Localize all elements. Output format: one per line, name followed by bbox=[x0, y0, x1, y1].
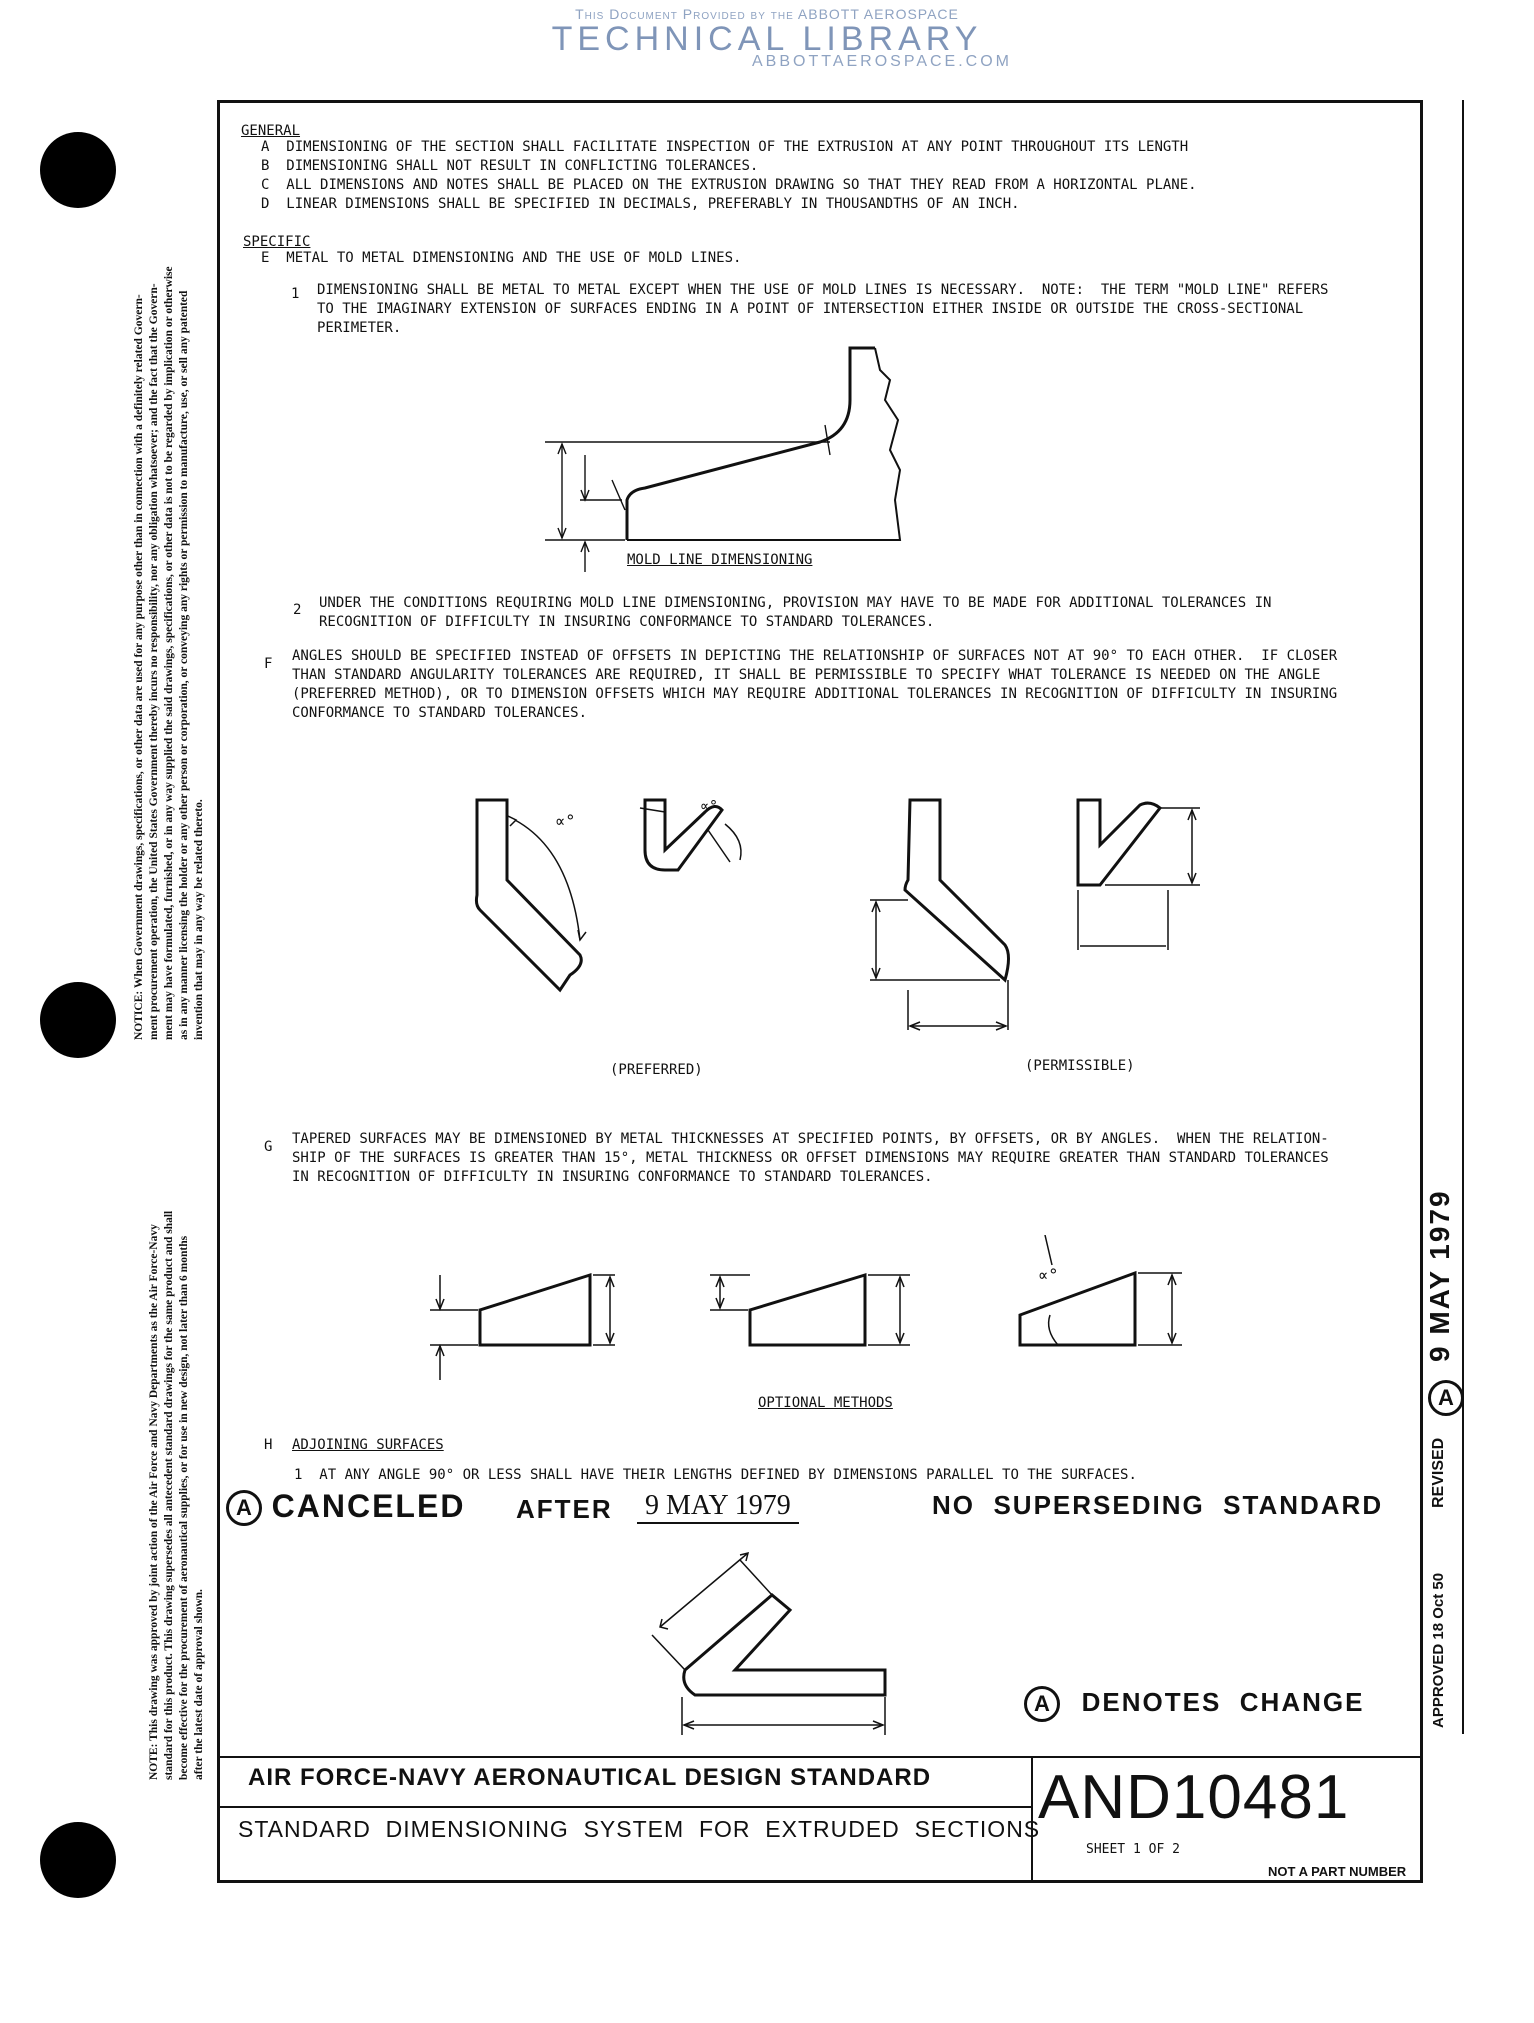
permissible-caption: (PERMISSIBLE) bbox=[1025, 1058, 1135, 1074]
adjoining-figure bbox=[640, 1525, 940, 1745]
standard-subtitle: STANDARD DIMENSIONING SYSTEM FOR EXTRUDED SECTIONS bbox=[238, 1816, 1041, 1842]
revised-date: 9 MAY 1979 bbox=[1424, 1189, 1455, 1362]
revised-label: REVISED bbox=[1430, 1437, 1447, 1508]
mold-line-caption: MOLD LINE DIMENSIONING bbox=[627, 552, 813, 568]
item-h-letter: H bbox=[264, 1437, 273, 1453]
title-block-top-rule bbox=[217, 1756, 1423, 1758]
general-item: B DIMENSIONING SHALL NOT RESULT IN CONFLICTING TOLERANCES. bbox=[261, 158, 759, 174]
denotes-change-text: DENOTES CHANGE bbox=[1081, 1687, 1365, 1717]
item-e2-text: UNDER THE CONDITIONS REQUIRING MOLD LINE DIMENSIONING, PROVISION MAY HAVE TO BE MADE FOR ADDITIONAL TOLERANCES IN RECOGNITION OF DIFFICULTY IN INSURING CONFORMANCE TO STANDARD TOLERANCES. bbox=[319, 595, 1272, 630]
item-h-heading: ADJOINING SURFACES bbox=[292, 1437, 444, 1453]
binder-hole bbox=[40, 132, 116, 208]
general-item: A DIMENSIONING OF THE SECTION SHALL FACILITATE INSPECTION OF THE EXTRUSION AT ANY POINT THROUGHOUT ITS LENGTH bbox=[261, 139, 1189, 155]
item-e2-number: 2 bbox=[293, 602, 302, 618]
government-notice: NOTICE: When Government drawings, specifications, or other data are used for any purpose other than in connection with a definitely related Govern- ment procurement operation, the United States Government thereby incurs no responsibility, nor any obligation whatsoever; and the fact that the Govern- ment may have formulated, furnished, or in any way supplied the said drawings, specifications, or other data is not to be regarded by implication or otherwise as in any manner licensing the holder or any other person or corporation, or conveying any rights or permission to manufacture, use, or sell any patented invention that may in any way be related thereto. bbox=[133, 266, 205, 1040]
item-e1-text: DIMENSIONING SHALL BE METAL TO METAL EXCEPT WHEN THE USE OF MOLD LINES IS NECESSARY. NOTE: THE TERM "MOLD LINE" REFERS TO THE IMAGINARY EXTENSION OF SURFACES ENDING IN A POINT OF INTERSECTION EITHER INSIDE OR OUTSIDE THE CROSS-SECTIONAL PERIMETER. bbox=[317, 282, 1329, 336]
mold-line-figure bbox=[530, 340, 910, 580]
item-g-text: TAPERED SURFACES MAY BE DIMENSIONED BY METAL THICKNESSES AT SPECIFIED POINTS, BY OFFSETS, OR BY ANGLES. WHEN THE RELATION- SHIP OF THE SURFACES IS GREATER THAN 15°, METAL THICKNESS OR OFFSET DIMENSIONS MAY REQUIRE GREATER THAN STANDARD TOLERANCES IN RECOGNITION OF DIFFICULTY IN INSURING CONFORMANCE TO STANDARD TOLERANCES. bbox=[292, 1131, 1329, 1185]
sheet-number: SHEET 1 OF 2 bbox=[1086, 1842, 1180, 1857]
provided-by-text: This Document Provided by the ABBOTT AEROSPACE bbox=[575, 6, 959, 22]
optional-methods-caption: OPTIONAL METHODS bbox=[758, 1395, 893, 1411]
general-item: C ALL DIMENSIONS AND NOTES SHALL BE PLACED ON THE EXTRUSION DRAWING SO THAT THEY READ FROM A HORIZONTAL PLANE. bbox=[261, 177, 1197, 193]
standard-title: AIR FORCE-NAVY AERONAUTICAL DESIGN STANDARD bbox=[248, 1764, 932, 1791]
denotes-change bbox=[1024, 1686, 1364, 1722]
title-block-mid-rule bbox=[217, 1806, 1033, 1808]
not-a-part-number: NOT A PART NUMBER bbox=[1268, 1864, 1407, 1879]
change-mark: A bbox=[1024, 1686, 1060, 1722]
binder-hole bbox=[40, 1822, 116, 1898]
item-g-letter: G bbox=[264, 1139, 273, 1155]
library-title: TECHNICAL LIBRARY bbox=[551, 20, 983, 58]
change-mark: A bbox=[226, 1490, 262, 1526]
item-f-letter: F bbox=[264, 656, 273, 672]
approval-note: NOTE: This drawing was approved by joint action of the Air Force and Navy Departments as the Air Force-Navy standard for this product. This drawing supersedes all antecedent standard drawings for the same product and shall become effective for the procurement of aeronautical supplies, or for use in new design, not later than 6 months after the latest date of approval shown. bbox=[148, 1210, 205, 1780]
alpha-label: ∝° bbox=[1038, 1266, 1059, 1286]
preferred-caption: (PREFERRED) bbox=[610, 1062, 703, 1078]
item-h1: 1 AT ANY ANGLE 90° OR LESS SHALL HAVE THEIR LENGTHS DEFINED BY DIMENSIONS PARALLEL TO THE SURFACES. bbox=[294, 1467, 1137, 1483]
alpha-label: ∝° bbox=[700, 797, 719, 815]
angle-figures bbox=[460, 790, 1250, 1050]
item-e1-number: 1 bbox=[291, 286, 300, 302]
canceled-stamp bbox=[226, 1486, 465, 1526]
item-e: E METAL TO METAL DIMENSIONING AND THE USE OF MOLD LINES. bbox=[261, 250, 742, 266]
canceled-text: CANCELED bbox=[271, 1488, 466, 1524]
revised-mark: A bbox=[1428, 1380, 1464, 1416]
no-superseding-text: NO SUPERSEDING STANDARD bbox=[932, 1490, 1384, 1520]
library-site: ABBOTTAEROSPACE.COM bbox=[752, 53, 1012, 70]
taper-figures bbox=[430, 1235, 1200, 1385]
library-header bbox=[0, 6, 1534, 71]
item-f-text: ANGLES SHOULD BE SPECIFIED INSTEAD OF OFFSETS IN DEPICTING THE RELATIONSHIP OF SURFACES NOT AT 90° TO EACH OTHER. IF CLOSER THAN STANDARD ANGULARITY TOLERANCES ARE REQUIRED, IT SHALL BE PERMISSIBLE TO SPECIFY WHAT TOLERANCE IS NEEDED ON THE ANGLE (PREFERRED METHOD), OR TO DIMENSION OFFSETS WHICH MAY REQUIRE ADDITIONAL TOLERANCES IN RECOGNITION OF DIFFICULTY IN INSURING CONFORMANCE TO STANDARD TOLERANCES. bbox=[292, 648, 1338, 721]
drawing-number: AND10481 bbox=[1038, 1763, 1350, 1832]
approved-date: APPROVED 18 Oct 50 bbox=[1430, 1572, 1447, 1728]
general-item: D LINEAR DIMENSIONS SHALL BE SPECIFIED IN DECIMALS, PREFERABLY IN THOUSANDTHS OF AN INCH. bbox=[261, 196, 1020, 212]
after-text: AFTER bbox=[516, 1494, 613, 1524]
binder-hole bbox=[40, 982, 116, 1058]
specific-heading: SPECIFIC bbox=[243, 234, 311, 250]
alpha-label: ∝° bbox=[555, 812, 576, 832]
general-heading: GENERAL bbox=[241, 123, 301, 139]
cancel-date: 9 MAY 1979 bbox=[637, 1490, 799, 1524]
